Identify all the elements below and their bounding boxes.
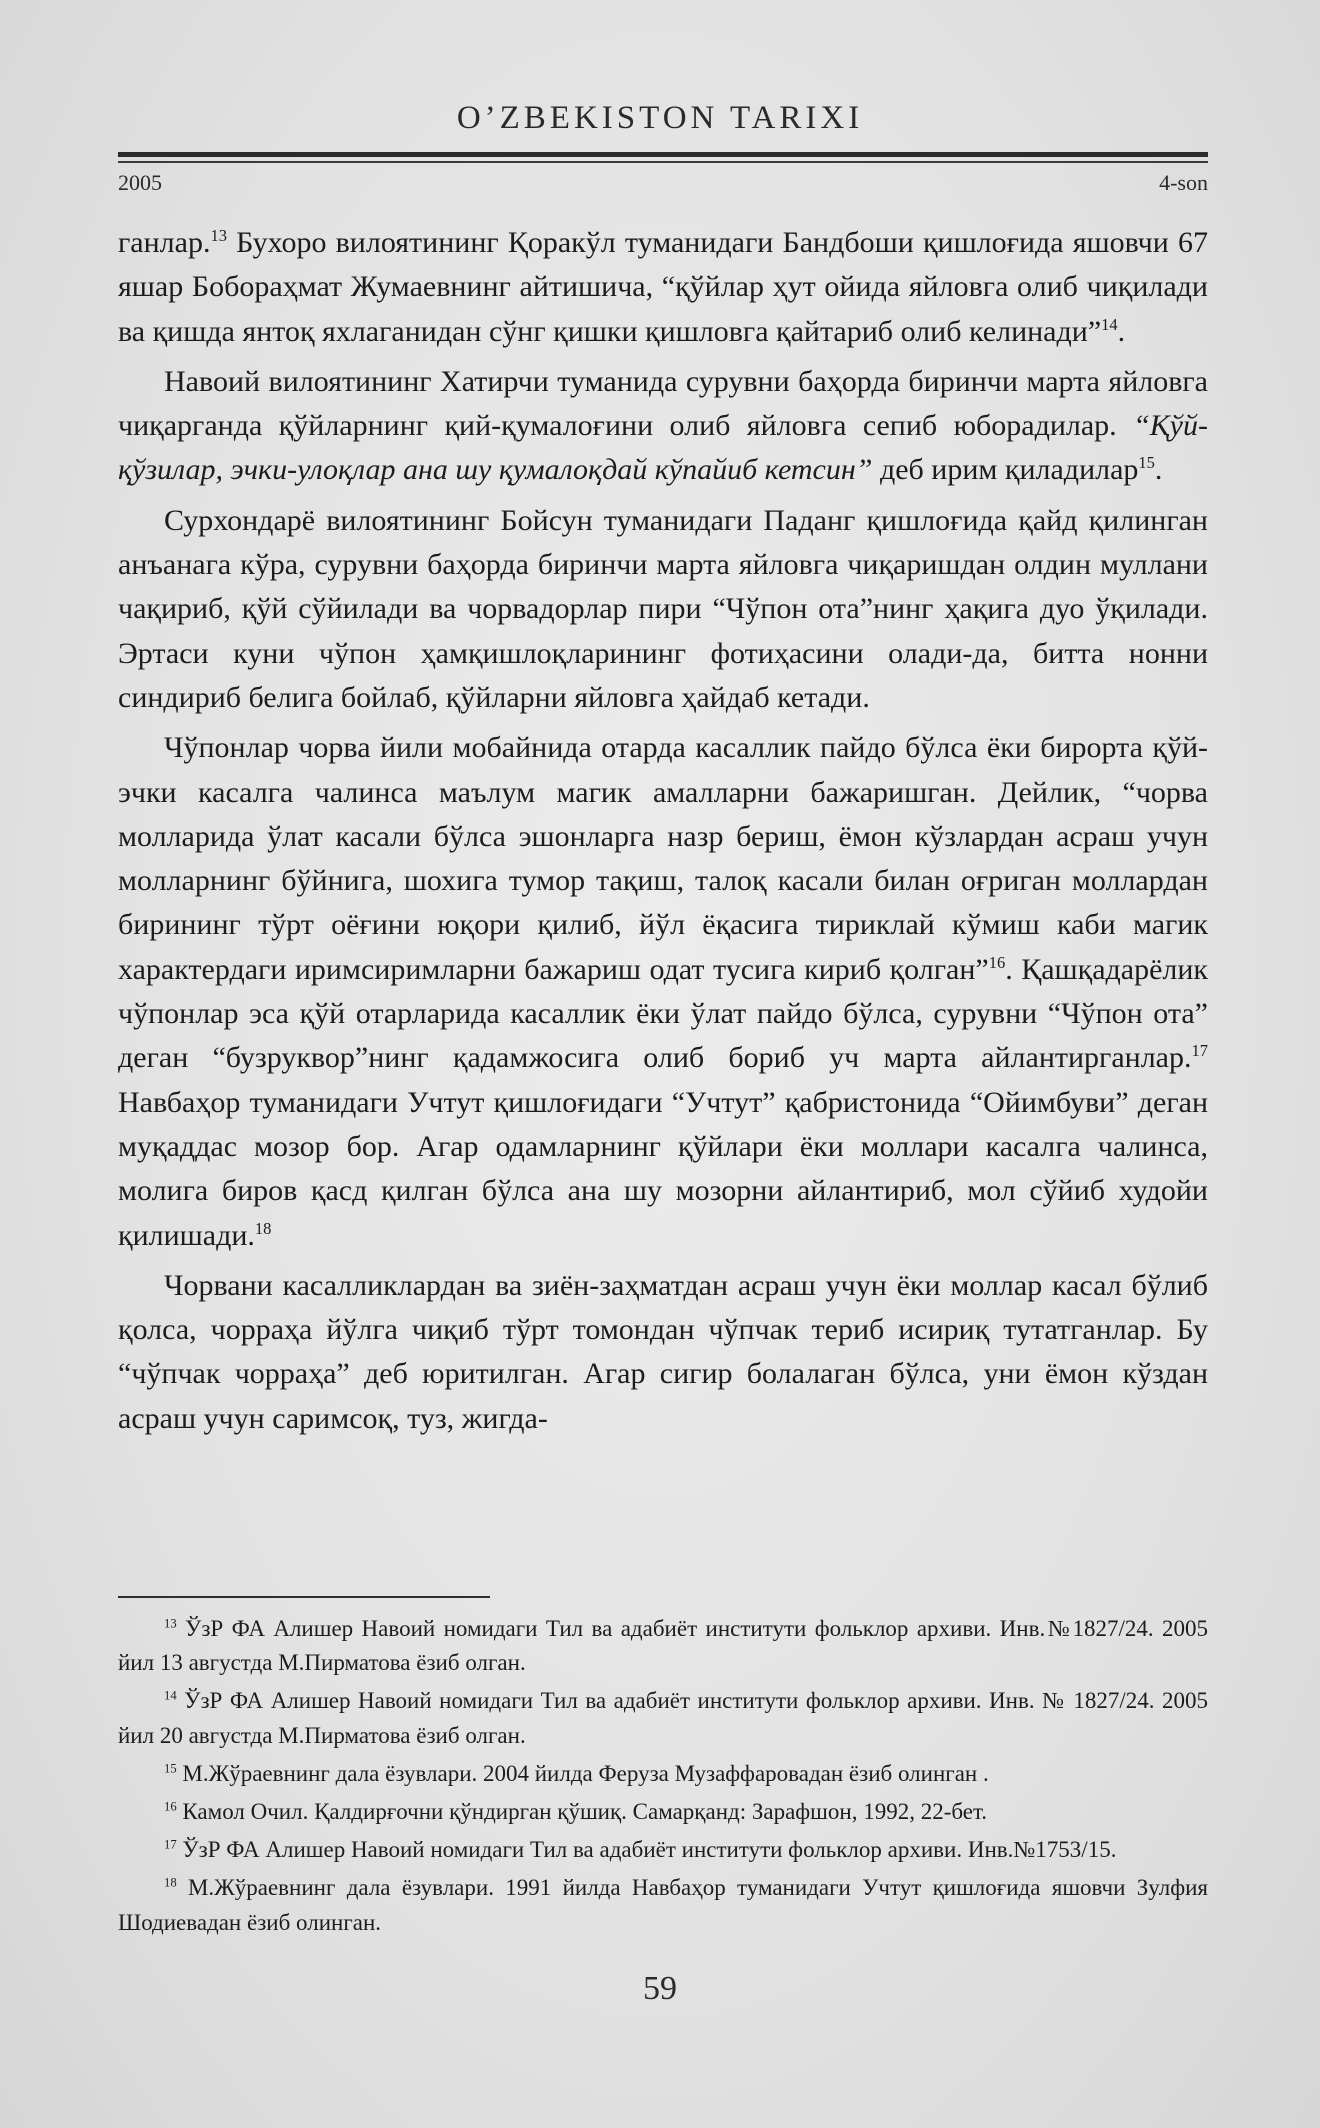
journal-title: O’ZBEKISTON TARIXI: [456, 100, 864, 136]
text-run: Чўпонлар чорва йили мобайнида отарда касаллик пайдо бўлса ёки бирорта қўй-эчки касалга чалинса маълум магик амалларни бажаришган. Дейлик, “чорва молларида ўлат касали бўлса эшонларга назр бериш, ёмон кўзлардан асраш учун молларнинг бўйнига, шохига тумор тақиш, талоқ касали билан оғриган моллардан бирининг тўрт оёғини юқори қилиб, йўл ёқасига тириклай кўмиш каби магик характердаги иримсиримларни бажариш одат тусига кириб қолган”: [118, 731, 1208, 986]
paragraph-5: [118, 1264, 1208, 1441]
text-run: . Қашқадарёлик чўпонлар эса қўй отарларида касаллик ёки ўлат пайдо бўлса, сурувни “Чўпон ота” деган “бузруквор”нинг қадамжосига олиб бориб уч марта айлантирганлар.: [118, 952, 1208, 1075]
footnote-number: 14: [164, 1688, 177, 1703]
footnote-text: М.Жўраевнинг дала ёзувлари. 1991 йилда Навбаҳор туманидаги Учтут қишлоғида яшовчи Зулфия Шодиевадан ёзиб олинган.: [118, 1875, 1208, 1935]
footnote-text: ЎзР ФА Алишер Навоий номидаги Тил ва адабиёт институти фольклор архиви. Инв. № 1827/24. 2005 йил 20 августда М.Пирматова ёзиб олган.: [118, 1688, 1208, 1748]
article-body: [118, 221, 1208, 1447]
footnote-ref: 17: [1191, 1041, 1208, 1061]
italic-quote: “Қўй-қўзилар, эчки-улоқлар ана шу қумалоқдай кўпайиб кетсин”: [118, 409, 1208, 487]
page-number: 59: [643, 1970, 677, 2007]
footnotes: [118, 1612, 1208, 1944]
issue-year: 2005: [118, 170, 162, 195]
footnote: [118, 1684, 1208, 1752]
text-run: ганлар.: [118, 226, 211, 259]
footnote: [118, 1757, 1208, 1791]
header-rule-thick: [118, 152, 1208, 157]
footnote-number: 15: [164, 1761, 177, 1776]
footnote: [118, 1833, 1208, 1867]
footnote: [118, 1612, 1208, 1680]
paragraph-4: [118, 726, 1208, 1258]
text-run: Сурхондарё вилоятининг Бойсун туманидаги Паданг қишлоғида қайд қилинган анъанага кўра, сурувни баҳорда биринчи марта яйловга чиқаришдан олдин муллани чақириб, қўй сўйилади ва чорвадорлар пири “Чўпон ота”нинг ҳақига дуо ўқилади. Эртаси куни чўпон ҳамқишлоқларининг фотиҳасини олади-да, битта нонни синдириб белига бойлаб, қўйларни яйловга ҳайдаб кетади.: [118, 503, 1208, 714]
footnote-text: ЎзР ФА Алишер Навоий номидаги Тил ва адабиёт институти фольклор архиви. Инв.№1753/15.: [176, 1837, 1117, 1863]
footnote-separator: [118, 1596, 490, 1598]
footnote-ref: 16: [988, 952, 1006, 972]
footnote-number: 17: [164, 1837, 177, 1852]
text-run: .: [1154, 453, 1163, 487]
issue-number: 4-son: [1159, 170, 1208, 195]
footnote-number: 13: [164, 1616, 177, 1631]
paragraph-1: [118, 221, 1208, 354]
footnote-ref: 18: [254, 1218, 272, 1238]
footnote-text: М.Жўраевнинг дала ёзувлари. 2004 йилда Феруза Музаффаровадан ёзиб олинган .: [176, 1760, 989, 1786]
footnote-number: 16: [164, 1799, 177, 1814]
paragraph-3: [118, 499, 1208, 720]
footnote-text: ЎзР ФА Алишер Навоий номидаги Тил ва адабиёт институти фольклор архиви. Инв.№1827/24. 2005 йил 13 августда М.Пирматова ёзиб олган.: [118, 1616, 1208, 1676]
text-run: Чорвани касалликлардан ва зиён-заҳматдан асраш учун ёки моллар касал бўлиб қолса, чорраҳа йўлга чиқиб тўрт томондан чўпчак териб исириқ тутатганлар. Бу “чўпчак чорраҳа” деб юритилган. Агар сигир болалаган бўлса, уни ёмон кўздан асраш учун саримсоқ, туз, жигда-: [118, 1268, 1208, 1435]
footnote-text: Камол Очил. Қалдирғочни қўндирган қўшиқ. Самарқанд: Зарафшон, 1992, 22-бет.: [176, 1799, 988, 1825]
footnote: [118, 1871, 1208, 1939]
footnote-ref: 15: [1138, 453, 1155, 473]
header-rule-thin: [118, 161, 1208, 163]
text-run: деб ирим қиладилар: [872, 453, 1139, 487]
text-run: Навоий вилоятининг Хатирчи туманида сурувни баҳорда биринчи марта яйловга чиқарганда қўйларнинг қий-қумалоғини олиб яйловга сепиб юборадилар.: [118, 364, 1208, 443]
footnote-number: 18: [164, 1875, 177, 1890]
text-run: .: [1117, 314, 1126, 348]
footnote-ref: 14: [1101, 314, 1118, 334]
footnote-ref: 13: [210, 226, 227, 245]
footnote: [118, 1795, 1208, 1829]
text-run: Бухоро вилоятининг Қоракўл туманидаги Бандбоши қишлоғида яшовчи 67 яшар Бобораҳмат Жумаевнинг айтишича, “қўйлар ҳут ойида яйловга олиб чиқилади ва қишда янтоқ яхлаганидан сўнг қишки қишловга қайтариб олиб келинади”: [118, 226, 1208, 348]
text-run: Навбаҳор туманидаги Учтут қишлоғидаги “Учтут” қабристонида “Ойимбуви” деган муқаддас мозор бор. Агар одамларнинг қўйлари ёки моллари касалга чалинса, молига биров қасд қилган бўлса ана шу мозорни айлантириб, мол сўйиб худойи қилишади.: [118, 1085, 1208, 1252]
paragraph-2: [118, 360, 1208, 493]
